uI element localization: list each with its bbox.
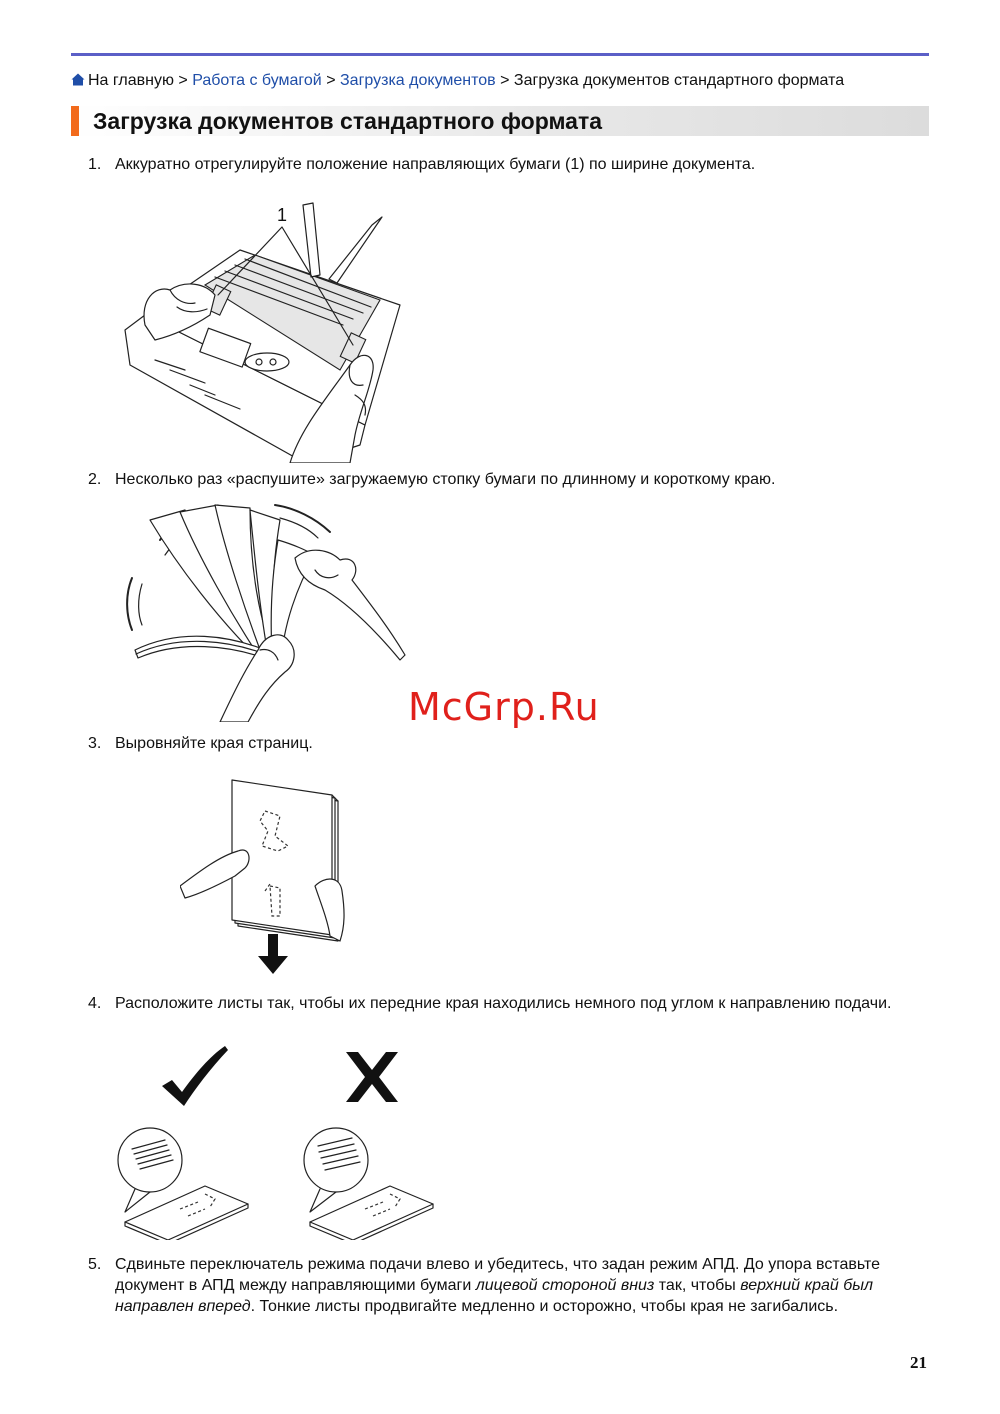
breadcrumb-link-paper-handling[interactable]: Работа с бумагой <box>192 72 322 89</box>
home-icon[interactable] <box>71 73 85 86</box>
step-text: Расположите листы так, чтобы их передние края находились немного под углом к направлению подачи. <box>115 995 892 1012</box>
down-arrow-icon <box>258 934 288 974</box>
step-text: Выровняйте края страниц. <box>115 735 313 752</box>
cross-mark-icon <box>346 1052 398 1102</box>
top-rule <box>71 53 929 56</box>
step-number: 2. <box>88 471 102 488</box>
step-4 <box>88 993 928 1014</box>
breadcrumb-separator: > <box>500 72 510 89</box>
check-mark-icon <box>162 1046 228 1106</box>
step-text-part: так, чтобы <box>654 1277 741 1294</box>
step-text-part: . Тонкие листы продвигайте медленно и осторожно, чтобы края не загибались. <box>250 1298 839 1315</box>
step-text: Аккуратно отрегулируйте положение направляющих бумаги (1) по ширине документа. <box>115 156 756 173</box>
step-number: 5. <box>88 1256 102 1273</box>
step-3 <box>88 733 928 754</box>
title-accent <box>71 106 79 136</box>
breadcrumb-home[interactable]: На главную <box>88 72 174 89</box>
step-text-part: Сдвиньте переключатель режима подачи влево и убедитесь, что задан режим АПД. До упора вставьте документ в АПД между направляющими бумаги <box>115 1256 881 1294</box>
step-number: 4. <box>88 995 102 1012</box>
scanner-paper-guides-figure <box>115 195 415 463</box>
step-text <box>115 1254 928 1317</box>
step-number: 3. <box>88 735 102 752</box>
step-text: Несколько раз «распушите» загружаемую стопку бумаги по длинному и короткому краю. <box>115 471 776 488</box>
step-1 <box>88 154 928 175</box>
breadcrumb <box>71 72 844 90</box>
skewed-edges-figure <box>110 1044 450 1240</box>
breadcrumb-separator: > <box>326 72 336 89</box>
step-text-emphasis: верхний край был направлен вперед <box>115 1277 874 1315</box>
page-title-bar <box>71 106 929 136</box>
page-title: Загрузка документов стандартного формата <box>93 108 602 134</box>
figure-callout-label: 1 <box>277 205 288 225</box>
watermark: McGrp.Ru <box>408 685 600 729</box>
page-number: 21 <box>910 1353 927 1372</box>
breadcrumb-link-load-documents[interactable]: Загрузка документов <box>340 72 496 89</box>
step-text-emphasis: лицевой стороной вниз <box>475 1277 655 1294</box>
fanning-paper-figure <box>120 500 410 722</box>
align-edges-figure <box>180 776 350 980</box>
breadcrumb-current: Загрузка документов стандартного формата <box>513 72 845 89</box>
step-2 <box>88 469 928 490</box>
step-number: 1. <box>88 156 102 173</box>
breadcrumb-separator: > <box>178 72 188 89</box>
step-5 <box>88 1254 928 1317</box>
